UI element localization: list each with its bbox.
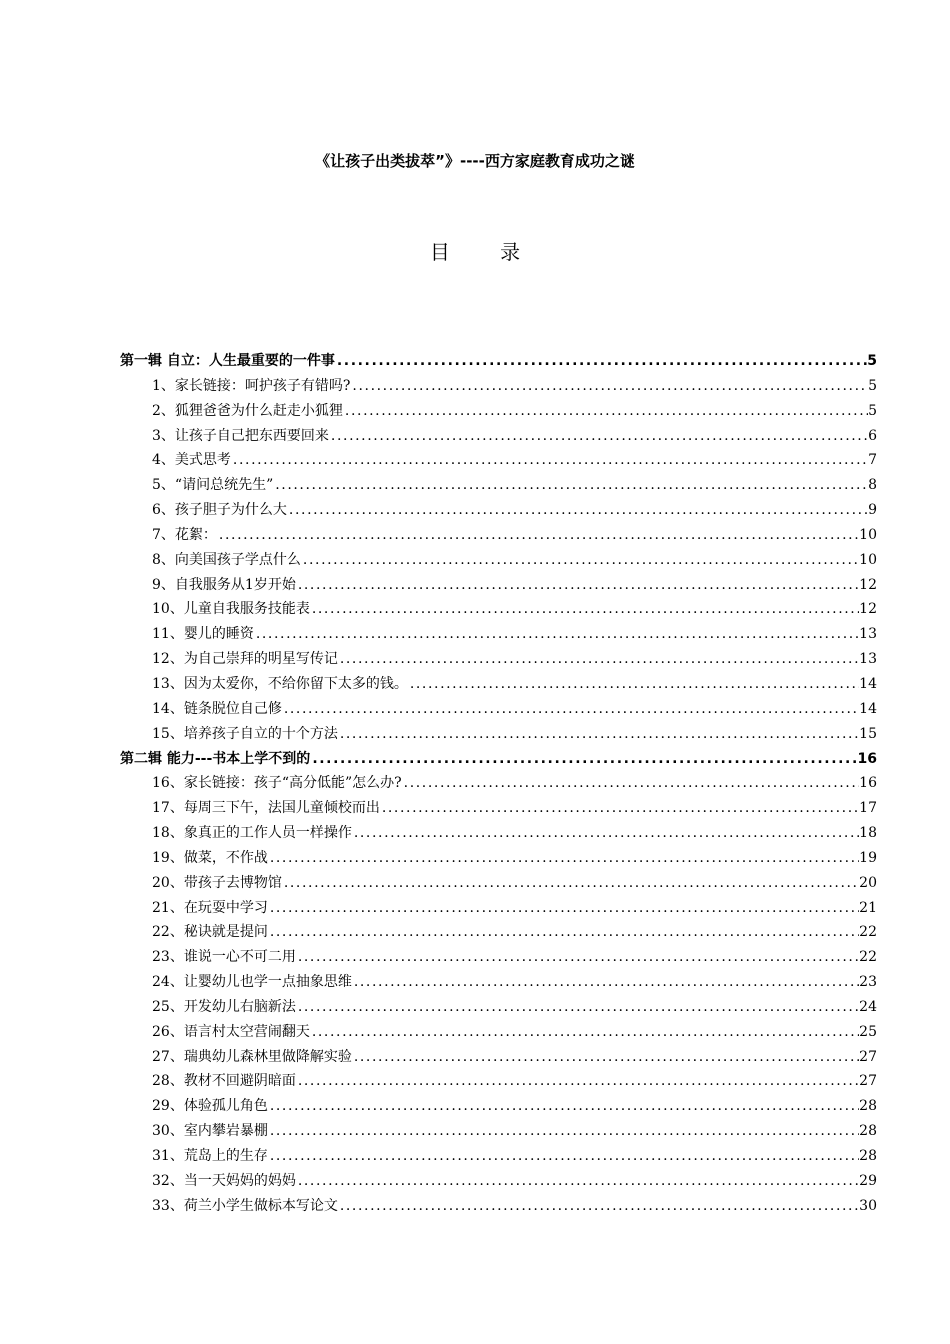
toc-entry-label: 14、链条脱位自己修 — [152, 700, 282, 717]
toc-page-number: 27 — [859, 1073, 877, 1090]
toc-entry-row[interactable] — [120, 647, 877, 672]
toc-entry-label: 18、象真正的工作人员一样操作 — [152, 825, 352, 842]
toc-page-number: 8 — [868, 477, 877, 494]
toc-entry-label: 4、美式思考 — [152, 452, 231, 469]
toc-entry-row[interactable] — [120, 448, 877, 473]
table-of-contents — [120, 349, 877, 1219]
toc-entry-label: 8、向美国孩子学点什么 — [152, 551, 301, 568]
toc-page-number: 28 — [859, 1148, 877, 1164]
toc-page-number: 10 — [859, 551, 877, 568]
toc-page-number: 24 — [859, 998, 877, 1015]
toc-entry-row[interactable] — [120, 672, 877, 697]
toc-entry-row[interactable] — [120, 920, 877, 945]
dot-leader — [268, 1119, 859, 1144]
toc-page-number: 28 — [859, 1123, 877, 1140]
toc-entry-label: 27、瑞典幼儿森林里做降解实验 — [152, 1048, 352, 1065]
toc-entry-row[interactable] — [120, 722, 877, 747]
toc-page-number: 5 — [868, 402, 877, 419]
toc-entry-row[interactable] — [120, 548, 877, 573]
toc-page-number: 14 — [859, 700, 877, 717]
toc-entry-row[interactable] — [120, 1119, 877, 1144]
dot-leader — [310, 597, 859, 622]
toc-entry-label: 3、让孩子自己把东西要回来 — [152, 427, 329, 444]
toc-page-number: 15 — [859, 725, 877, 742]
toc-entry-row[interactable] — [120, 1144, 877, 1169]
toc-page-number: 30 — [859, 1197, 877, 1214]
toc-section-row[interactable] — [120, 747, 877, 772]
toc-entry-label: 21、在玩耍中学习 — [152, 899, 268, 916]
toc-entry-label: 16、家长链接：孩子“高分低能”怎么办? — [152, 775, 402, 792]
toc-entry-row[interactable] — [120, 995, 877, 1020]
toc-page-number: 5 — [868, 377, 877, 394]
toc-entry-row[interactable] — [120, 498, 877, 523]
dot-leader — [352, 970, 859, 995]
dot-leader — [338, 1194, 859, 1219]
toc-entry-label: 31、荒岛上的生存 — [152, 1148, 268, 1164]
toc-entry-row[interactable] — [120, 771, 877, 796]
toc-page-number: 12 — [859, 576, 877, 593]
toc-entry-row[interactable] — [120, 622, 877, 647]
toc-entry-row[interactable] — [120, 970, 877, 995]
toc-entry-label: 15、培养孩子自立的十个方法 — [152, 725, 338, 742]
toc-entry-label: 1、家长链接：呵护孩子有错吗? — [152, 377, 351, 394]
toc-page-number: 22 — [859, 924, 877, 941]
dot-leader — [217, 523, 859, 548]
dot-leader — [296, 995, 859, 1020]
toc-page-number: 10 — [859, 526, 877, 543]
toc-entry-label: 25、开发幼儿右脑新法 — [152, 998, 296, 1015]
toc-entry-label: 30、室内攀岩暴棚 — [152, 1123, 268, 1140]
toc-page-number: 16 — [859, 775, 877, 792]
toc-entry-row[interactable] — [120, 374, 877, 399]
toc-page-number: 18 — [859, 825, 877, 842]
dot-leader — [287, 498, 868, 523]
dot-leader — [296, 1069, 859, 1094]
dot-leader — [282, 871, 859, 896]
toc-entry-label: 7、花絮： — [152, 526, 217, 543]
toc-entry-label: 32、当一天妈妈的妈妈 — [152, 1172, 296, 1189]
toc-entry-row[interactable] — [120, 1045, 877, 1070]
dot-leader — [296, 573, 859, 598]
dot-leader — [310, 747, 857, 772]
dot-leader — [254, 622, 859, 647]
dot-leader — [352, 1045, 859, 1070]
toc-page-number: 7 — [868, 452, 877, 469]
toc-entry-label: 20、带孩子去博物馆 — [152, 874, 282, 891]
toc-entry-row[interactable] — [120, 399, 877, 424]
toc-entry-row[interactable] — [120, 896, 877, 921]
toc-page-number: 5 — [867, 353, 877, 369]
dot-leader — [335, 349, 867, 374]
toc-page-number: 23 — [859, 974, 877, 991]
toc-page-number: 16 — [857, 750, 877, 767]
toc-entry-row[interactable] — [120, 1194, 877, 1219]
toc-entry-row[interactable] — [120, 821, 877, 846]
toc-entry-row[interactable] — [120, 871, 877, 896]
dot-leader — [329, 424, 868, 449]
toc-entry-row[interactable] — [120, 697, 877, 722]
toc-page-number: 12 — [859, 601, 877, 618]
toc-entry-label: 第二辑 能力---书本上学不到的 — [120, 750, 311, 767]
dot-leader — [282, 697, 859, 722]
toc-entry-row[interactable] — [120, 597, 877, 622]
toc-entry-label: 12、为自己崇拜的明星写传记 — [152, 651, 338, 668]
toc-entry-label: 23、谁说一心不可二用 — [152, 949, 296, 966]
toc-entry-row[interactable] — [120, 846, 877, 871]
toc-entry-label: 24、让婴幼儿也学一点抽象思维 — [152, 974, 352, 991]
toc-entry-row[interactable] — [120, 573, 877, 598]
dot-leader — [268, 920, 859, 945]
toc-page-number: 6 — [868, 427, 877, 444]
toc-entry-label: 5、“请问总统先生” — [152, 477, 274, 494]
dot-leader — [296, 945, 859, 970]
dot-leader — [296, 1169, 859, 1194]
toc-page-number: 27 — [859, 1048, 877, 1065]
toc-entry-row[interactable] — [120, 1069, 877, 1094]
toc-entry-label: 第一辑 自立：人生最重要的一件事 — [120, 353, 335, 369]
dot-leader — [268, 1094, 859, 1119]
toc-entry-label: 26、语言村太空营闹翻天 — [152, 1023, 310, 1040]
toc-entry-row[interactable] — [120, 945, 877, 970]
toc-page-number: 25 — [859, 1023, 877, 1040]
dot-leader — [402, 771, 860, 796]
dot-leader — [338, 722, 859, 747]
toc-heading: 目 录 — [429, 240, 543, 264]
toc-entry-label: 29、体验孤儿角色 — [152, 1098, 268, 1115]
toc-entry-label: 11、婴儿的睡资 — [152, 626, 254, 643]
toc-page-number: 20 — [859, 874, 877, 891]
toc-entry-row[interactable] — [120, 1094, 877, 1119]
dot-leader — [310, 1020, 859, 1045]
toc-entry-label: 6、孩子胆子为什么大 — [152, 502, 287, 519]
document-title: 《让孩子出类拔萃”》----西方家庭教育成功之谜 — [315, 152, 635, 170]
toc-entry-row[interactable] — [120, 473, 877, 498]
toc-entry-row[interactable] — [120, 523, 877, 548]
dot-leader — [268, 846, 859, 871]
toc-page-number: 21 — [859, 899, 877, 916]
toc-page-number: 17 — [859, 800, 877, 817]
toc-page-number: 22 — [859, 949, 877, 966]
toc-entry-label: 13、因为太爱你，不给你留下太多的钱。 — [152, 675, 408, 692]
toc-entry-row[interactable] — [120, 1169, 877, 1194]
toc-page-number: 29 — [859, 1172, 877, 1189]
dot-leader — [380, 796, 859, 821]
toc-entry-label: 9、自我服务从1岁开始 — [152, 576, 296, 593]
toc-entry-label: 17、每周三下午，法国儿童倾校而出 — [152, 800, 380, 817]
toc-page-number: 14 — [859, 675, 877, 692]
dot-leader — [268, 896, 859, 921]
dot-leader — [301, 548, 859, 573]
toc-entry-label: 33、荷兰小学生做标本写论文 — [152, 1197, 338, 1214]
dot-leader — [350, 374, 868, 399]
toc-entry-row[interactable] — [120, 1020, 877, 1045]
toc-entry-label: 10、儿童自我服务技能表 — [152, 601, 310, 618]
toc-entry-row[interactable] — [120, 424, 877, 449]
dot-leader — [338, 647, 859, 672]
toc-page-number: 13 — [859, 651, 877, 668]
toc-entry-label: 22、秘诀就是提问 — [152, 924, 268, 941]
toc-entry-label: 2、狐狸爸爸为什么赶走小狐狸 — [152, 402, 343, 419]
toc-page-number: 9 — [868, 502, 877, 519]
toc-page-number: 19 — [859, 849, 877, 866]
dot-leader — [231, 448, 868, 473]
toc-page-number: 28 — [859, 1098, 877, 1115]
dot-leader — [343, 399, 868, 424]
toc-entry-label: 28、教材不回避阴暗面 — [152, 1073, 296, 1090]
toc-entry-label: 19、做菜，不作战 — [152, 849, 268, 866]
dot-leader — [408, 672, 859, 697]
dot-leader — [352, 821, 859, 846]
dot-leader — [268, 1144, 859, 1169]
toc-entry-row[interactable] — [120, 796, 877, 821]
toc-page-number: 13 — [859, 626, 877, 643]
toc-section-row[interactable] — [120, 349, 877, 374]
dot-leader — [273, 473, 868, 498]
